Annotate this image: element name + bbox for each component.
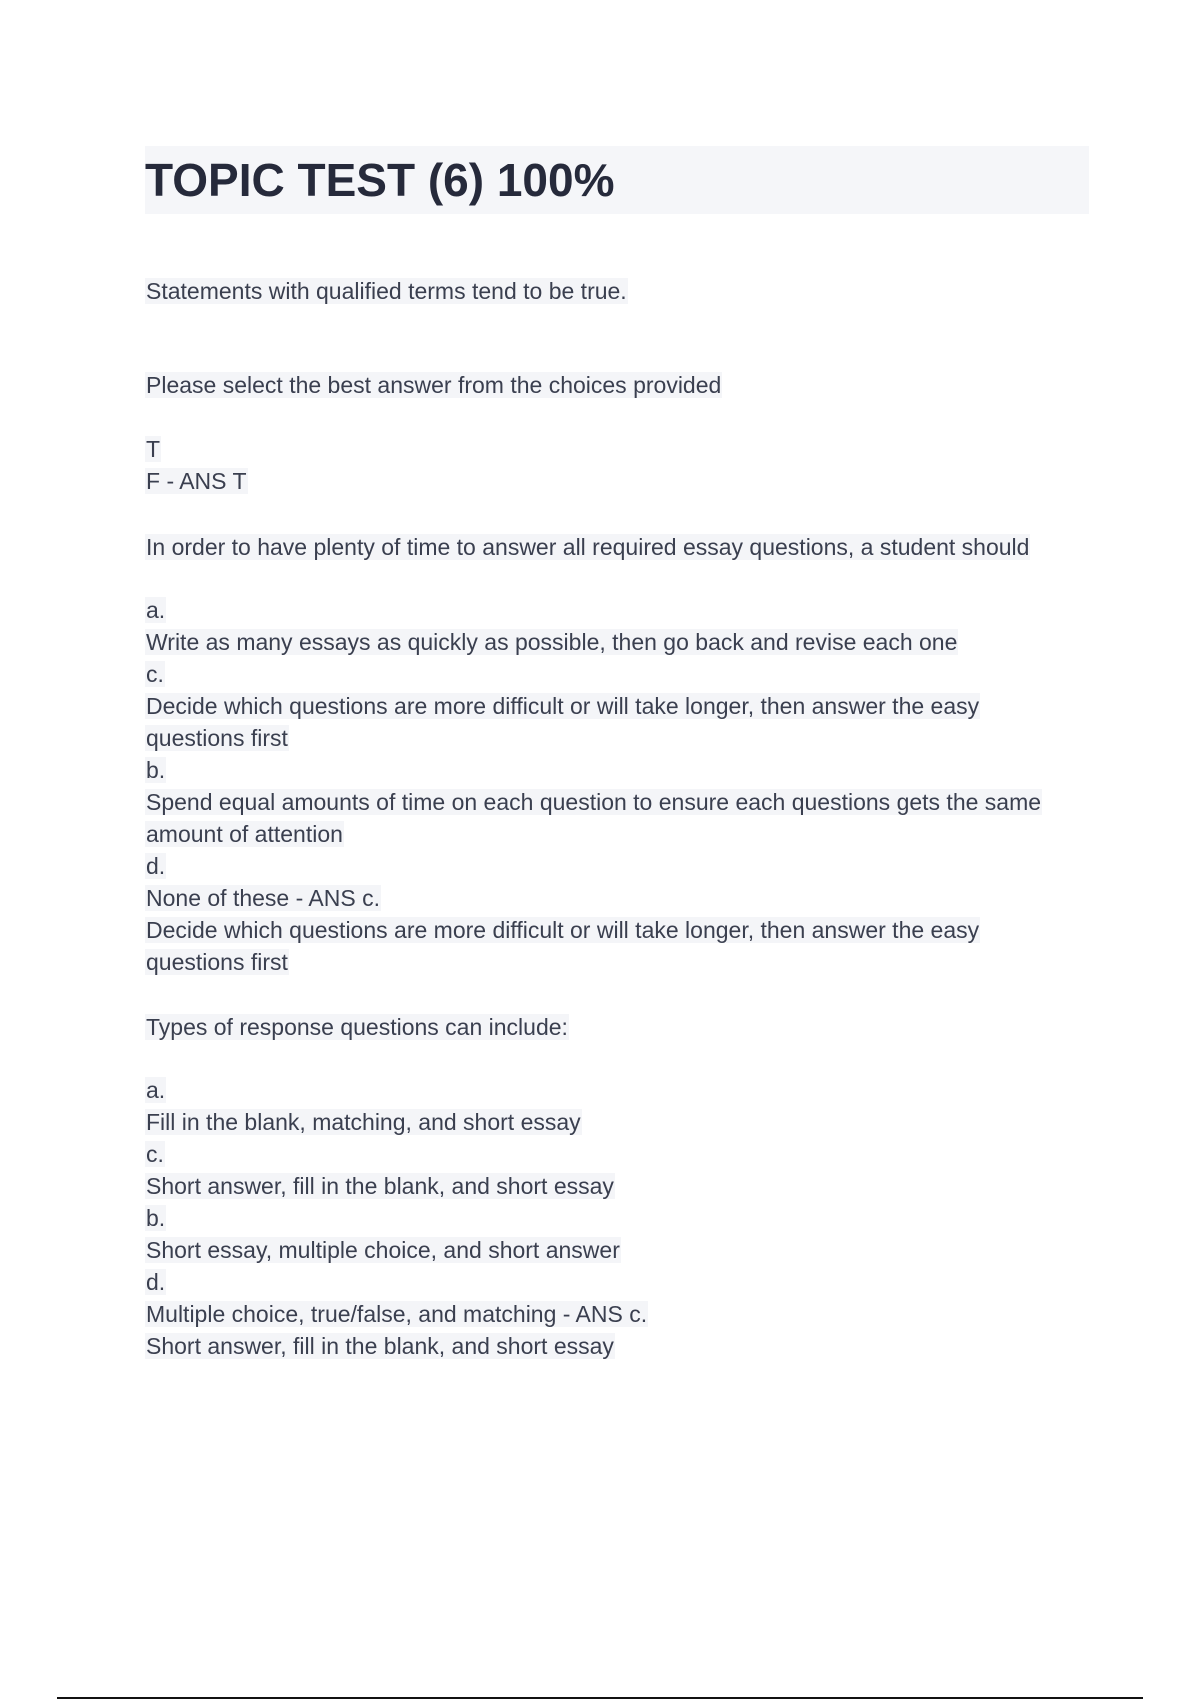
question-2-line: Decide which questions are more difficult or will take longer, then answer the easy	[146, 917, 980, 943]
question-1-answer: F - ANS T	[146, 468, 247, 494]
question-2-line: c.	[146, 661, 164, 687]
question-2-prompt: In order to have plenty of time to answer all required essay questions, a student should	[146, 534, 1030, 560]
question-2-line: Write as many essays as quickly as possible, then go back and revise each one	[146, 629, 958, 655]
question-2-line: questions first	[146, 725, 288, 751]
question-2-line: questions first	[146, 949, 288, 975]
question-3-line: Short answer, fill in the blank, and short essay	[146, 1173, 614, 1199]
question-3-line: a.	[146, 1077, 166, 1103]
page-title: TOPIC TEST (6) 100%	[145, 154, 615, 206]
question-1-prompt: Statements with qualified terms tend to be true.	[146, 278, 627, 304]
question-3-line: b.	[146, 1205, 166, 1231]
question-2-line: amount of attention	[146, 821, 343, 847]
question-2-line: Decide which questions are more difficult or will take longer, then answer the easy	[146, 693, 980, 719]
question-2-line: Spend equal amounts of time on each question to ensure each questions gets the same	[146, 789, 1042, 815]
question-3-answer: Multiple choice, true/false, and matching - ANS c.	[146, 1301, 648, 1327]
question-3-line: Short essay, multiple choice, and short answer	[146, 1237, 620, 1263]
question-2-line: b.	[146, 757, 166, 783]
question-3-prompt: Types of response questions can include:	[146, 1014, 568, 1040]
question-3-line: d.	[146, 1269, 166, 1295]
question-1-option-t: T	[146, 436, 161, 462]
question-2-line: d.	[146, 853, 166, 879]
question-2-line: a.	[146, 597, 166, 623]
question-3-line: c.	[146, 1141, 164, 1167]
question-3-line: Short answer, fill in the blank, and short essay	[146, 1333, 614, 1359]
question-3-line: Fill in the blank, matching, and short essay	[146, 1109, 581, 1135]
question-1-instruction: Please select the best answer from the choices provided	[146, 372, 722, 398]
question-2-answer: None of these - ANS c.	[146, 885, 380, 911]
footer-rule	[57, 1697, 1143, 1699]
